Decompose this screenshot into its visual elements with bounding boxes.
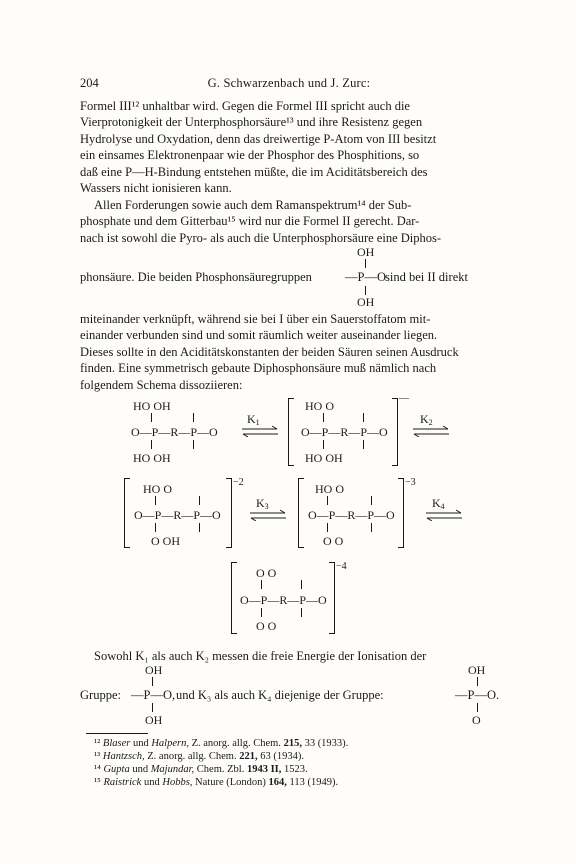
bond-line: [152, 703, 153, 712]
paragraph-3: [80, 311, 498, 393]
text-line: phosphate und dem Gitterbau¹⁵ wird nur die Formel II gerecht. Dar-: [80, 214, 420, 229]
equilibrium-arrow-icon: [241, 425, 279, 437]
bond-line: [155, 523, 156, 532]
text-line: Gruppe:: [80, 688, 121, 702]
structure-bottom: O O: [323, 534, 344, 548]
charge-label: —: [399, 393, 409, 404]
text-line: miteinander verknüpft, während sie bei I über ein Sauerstoffatom mit-: [80, 312, 431, 326]
running-title: G. Schwarzenbach und J. Zurc:: [207, 76, 371, 90]
bond-line: [193, 413, 194, 422]
formula-top-oh: OH: [468, 663, 486, 677]
structure-middle: O—P—R—P—O: [308, 508, 395, 522]
text-line: finden. Eine symmetrisch gebaute Diphosphonsäure muß nämlich nach: [80, 361, 437, 376]
structure-middle: O—P—R—P—O: [240, 593, 327, 607]
bond-line: [301, 580, 302, 589]
text-line: Hydrolyse und Oxydation, denn das dreiwertige P-Atom von III besitzt: [80, 131, 437, 146]
text-line: folgendem Schema dissoziieren:: [80, 377, 243, 392]
paragraph-1: [80, 98, 498, 196]
bond-line: [151, 413, 152, 422]
bond-line: [151, 440, 152, 449]
bond-line: [261, 580, 262, 589]
footnote-rule: [86, 733, 148, 734]
k4-label: $K_4$: [432, 496, 445, 511]
equilibrium-arrow-icon: [249, 509, 287, 521]
structure-top: HO O: [143, 482, 172, 496]
charge-label: −2: [233, 477, 244, 488]
bond-line: [365, 286, 366, 295]
bracket-left: [231, 562, 237, 634]
text-line: nach ist sowohl die Pyro- als auch die Unterphosphorsäure eine Diphos-: [80, 230, 442, 245]
bond-line: [199, 496, 200, 505]
bond-line: [323, 413, 324, 422]
text-line: phonsäure. Die beiden Phosphonsäuregruppen: [80, 270, 312, 284]
footnote: ¹⁵ Raistrick und Hobbs, Nature (London) 164, 113 (1949).: [94, 777, 339, 788]
bond-line: [327, 496, 328, 505]
structure-top: HO O: [305, 399, 334, 413]
structure-bottom: O OH: [151, 534, 180, 548]
bracket-right: [329, 562, 335, 634]
k1-label: $K_1$: [247, 412, 260, 427]
bracket-right: [392, 398, 398, 466]
formula-bottom-oh: OH: [145, 713, 163, 727]
text-line: Vierprotonigkeit der Unterphosphorsäure¹³ und ihre Resistenz gegen: [80, 115, 423, 130]
bond-line: [199, 523, 200, 532]
charge-label: −4: [336, 561, 347, 572]
bracket-left: [124, 478, 130, 548]
bond-line: [365, 259, 366, 268]
bond-line: [323, 440, 324, 449]
bracket-right: [226, 478, 232, 548]
formula-top-oh: OH: [357, 245, 375, 259]
inline-formula: —P—O,: [131, 688, 176, 702]
text-line: sind bei II direkt: [385, 270, 468, 284]
bracket-right: [398, 478, 404, 548]
page-number: 204: [80, 76, 99, 90]
text-line: und K₃ als auch K₄ diejenige der Gruppe:: [176, 688, 384, 702]
bracket-left: [288, 398, 294, 466]
bond-line: [477, 677, 478, 686]
footnote: ¹² Blaser und Halpern, Z. anorg. allg. Chem. 215, 33 (1933).: [94, 738, 349, 749]
bond-line: [371, 523, 372, 532]
text-line: ein einsames Elektronenpaar wie der Phosphor des Phosphitions, so: [80, 148, 420, 163]
structure-middle: O—P—R—P—O: [134, 508, 221, 522]
inline-formula: —P—O: [345, 270, 386, 284]
bond-line: [327, 523, 328, 532]
text-line: einander verbunden sind und somit räumlich weiter auseinander liegen.: [80, 328, 438, 343]
structure-top: O O: [256, 566, 277, 580]
text-line: Sowohl K₁ als auch K₂ messen die freie Energie der Ionisation der: [94, 649, 427, 663]
footnote: ¹³ Hantzsch, Z. anorg. allg. Chem. 221, 63 (1934).: [94, 751, 304, 762]
footnotes: [94, 737, 514, 789]
bond-line: [261, 608, 262, 617]
bond-line: [477, 703, 478, 712]
structure-top: HO O: [315, 482, 344, 496]
bond-line: [363, 413, 364, 422]
k2-label: $K_2$: [420, 412, 433, 427]
structure-bottom: O O: [256, 619, 277, 633]
paragraph-2: [80, 197, 498, 246]
structure-top: HO OH: [133, 399, 171, 413]
bond-line: [193, 440, 194, 449]
formula-bottom-oh: OH: [357, 295, 375, 309]
bond-line: [155, 496, 156, 505]
formula-bottom-o: O: [472, 713, 481, 727]
inline-formula: —P—O.: [455, 688, 500, 702]
bond-line: [371, 496, 372, 505]
structure-middle: O—P—R—P—O: [301, 425, 388, 439]
text-line: Wassers nicht ionisieren kann.: [80, 180, 232, 195]
equilibrium-arrow-icon: [425, 509, 463, 521]
structure-bottom: HO OH: [305, 451, 343, 465]
paragraph-4: [80, 648, 498, 664]
bracket-left: [298, 478, 304, 548]
bond-line: [301, 608, 302, 617]
text-line: Formel III¹² unhaltbar wird. Gegen die Formel III spricht auch die: [80, 99, 410, 113]
structure-bottom: HO OH: [133, 451, 171, 465]
charge-label: −3: [405, 477, 416, 488]
equilibrium-arrow-icon: [412, 425, 450, 437]
structure-middle: O—P—R—P—O: [131, 425, 218, 439]
footnote: ¹⁴ Gupta und Majundar, Chem. Zbl. 1943 II, 1523.: [94, 764, 308, 775]
k3-label: $K_3$: [256, 496, 269, 511]
text-line: Allen Forderungen sowie auch dem Ramanspektrum¹⁴ der Sub-: [94, 198, 412, 212]
text-line: daß eine P—H-Bindung entstehen müßte, die im Aciditätsbereich des: [80, 164, 428, 179]
bond-line: [363, 440, 364, 449]
formula-top-oh: OH: [145, 663, 163, 677]
text-line: Dieses sollte in den Aciditätskonstanten der beiden Säuren seinen Ausdruck: [80, 344, 459, 359]
bond-line: [152, 677, 153, 686]
